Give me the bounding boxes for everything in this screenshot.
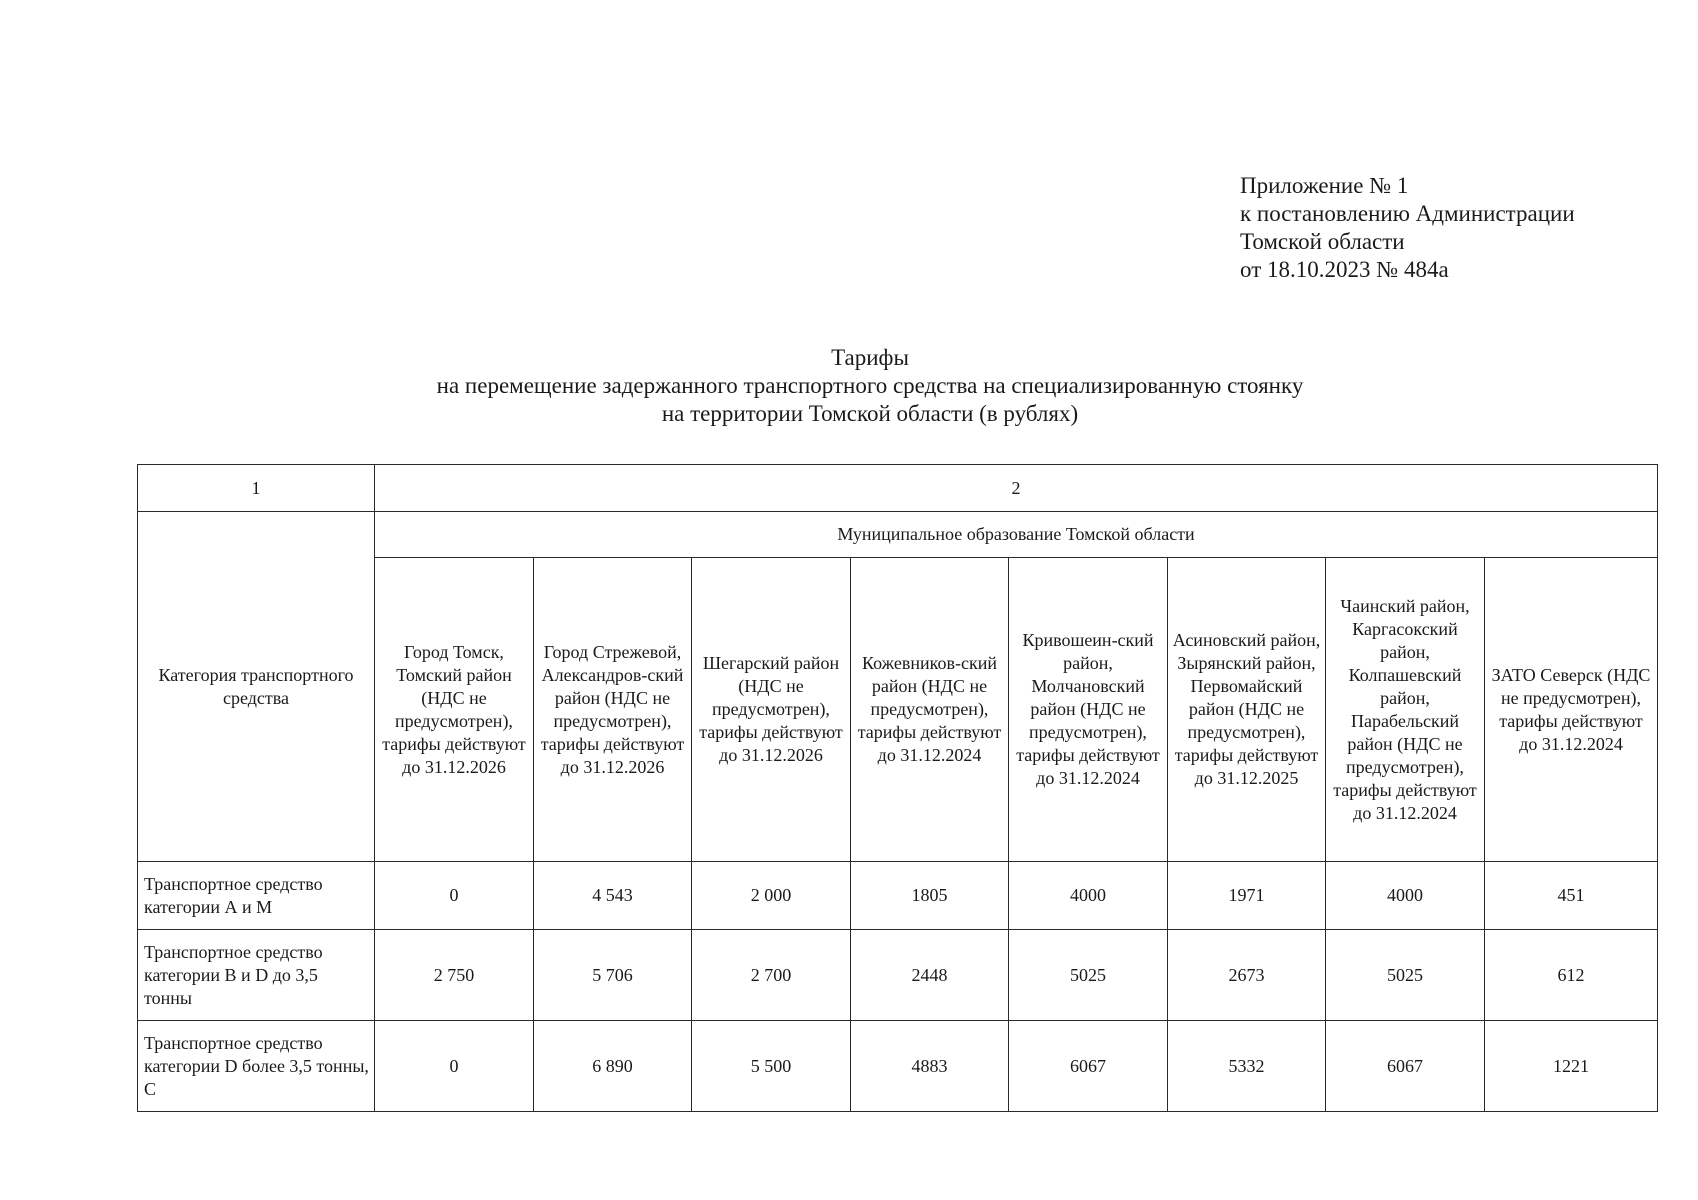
- tariff-value-cell: 2 750: [375, 930, 534, 1021]
- column-number-cell: 1: [138, 465, 375, 512]
- appendix-line: Приложение № 1: [1240, 173, 1409, 198]
- municipality-group-header: Муниципальное образование Томской области: [375, 512, 1658, 558]
- table-row: [138, 930, 1658, 1021]
- vehicle-category-cell: Транспортное средство категории D более 3,5 тонны, С: [138, 1021, 375, 1112]
- municipality-header-cell: Шегарский район (НДС не предусмотрен), тарифы действуют до 31.12.2026: [692, 558, 851, 862]
- table-row: [138, 1021, 1658, 1112]
- document-title: [0, 344, 1698, 428]
- tariff-value-cell: 612: [1485, 930, 1658, 1021]
- column-number-row: [138, 465, 1658, 512]
- tariff-value-cell: 451: [1485, 862, 1658, 930]
- municipality-header-cell: Чаинский район, Каргасокский район, Колпашевский район, Парабельский район (НДС не предусмотрен), тарифы действуют до 31.12.2024: [1326, 558, 1485, 862]
- tariff-value-cell: 5025: [1009, 930, 1168, 1021]
- municipality-header-cell: ЗАТО Северск (НДС не предусмотрен), тарифы действуют до 31.12.2024: [1485, 558, 1658, 862]
- tariff-table: [137, 464, 1658, 1112]
- tariff-value-cell: 5 706: [534, 930, 692, 1021]
- tariff-value-cell: 1221: [1485, 1021, 1658, 1112]
- municipality-header-cell: Город Стрежевой, Александров-ский район (НДС не предусмотрен), тарифы действуют до 31.12.2026: [534, 558, 692, 862]
- appendix-block: [1240, 172, 1575, 284]
- tariff-value-cell: 4000: [1009, 862, 1168, 930]
- tariff-value-cell: 0: [375, 862, 534, 930]
- municipality-header-cell: Город Томск, Томский район (НДС не предусмотрен), тарифы действуют до 31.12.2026: [375, 558, 534, 862]
- tariff-value-cell: 6067: [1009, 1021, 1168, 1112]
- tariff-value-cell: 1805: [851, 862, 1009, 930]
- tariff-value-cell: 4000: [1326, 862, 1485, 930]
- appendix-line: Томской области: [1240, 229, 1405, 254]
- tariff-value-cell: 2448: [851, 930, 1009, 1021]
- vehicle-category-cell: Транспортное средство категории А и М: [138, 862, 375, 930]
- tariff-value-cell: 2673: [1168, 930, 1326, 1021]
- tariff-value-cell: 5 500: [692, 1021, 851, 1112]
- title-line: на территории Томской области (в рублях): [661, 401, 1079, 426]
- tariff-value-cell: 2 700: [692, 930, 851, 1021]
- tariff-value-cell: 5332: [1168, 1021, 1326, 1112]
- municipality-header-cell: Асиновский район, Зырянский район, Первомайский район (НДС не предусмотрен), тарифы действуют до 31.12.2025: [1168, 558, 1326, 862]
- municipality-header-cell: Кривошеин-ский район, Молчановский район (НДС не предусмотрен), тарифы действуют до 31.12.2024: [1009, 558, 1168, 862]
- table-row: [138, 862, 1658, 930]
- group-header-row: [138, 512, 1658, 558]
- vehicle-category-cell: Транспортное средство категории B и D до 3,5 тонны: [138, 930, 375, 1021]
- title-line: на перемещение задержанного транспортного средства на специализированную стоянку: [436, 373, 1304, 398]
- tariff-value-cell: 2 000: [692, 862, 851, 930]
- tariff-value-cell: 1971: [1168, 862, 1326, 930]
- title-line: Тарифы: [831, 345, 909, 370]
- tariff-value-cell: 4883: [851, 1021, 1009, 1112]
- category-header-cell: Категория транспортного средства: [138, 512, 375, 862]
- tariff-value-cell: 6067: [1326, 1021, 1485, 1112]
- tariff-value-cell: 4 543: [534, 862, 692, 930]
- municipality-header-cell: Кожевников-ский район (НДС не предусмотрен), тарифы действуют до 31.12.2024: [851, 558, 1009, 862]
- appendix-line: к постановлению Администрации: [1240, 201, 1575, 226]
- tariff-value-cell: 6 890: [534, 1021, 692, 1112]
- tariff-value-cell: 0: [375, 1021, 534, 1112]
- tariff-value-cell: 5025: [1326, 930, 1485, 1021]
- appendix-line: от 18.10.2023 № 484а: [1240, 257, 1449, 282]
- column-number-cell: 2: [375, 465, 1658, 512]
